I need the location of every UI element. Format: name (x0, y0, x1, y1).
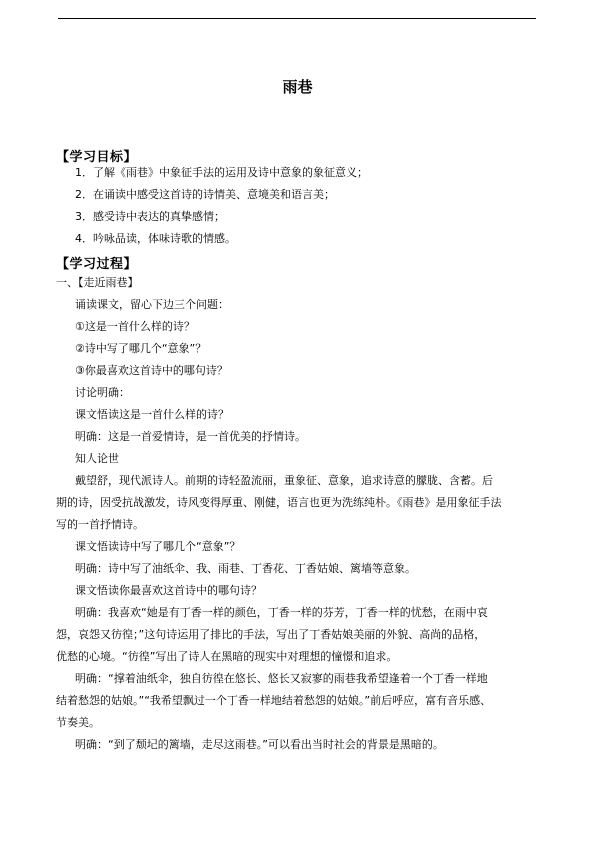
text-line: 课文悟读这是一首什么样的诗？ (75, 408, 229, 421)
text-line: ①这是一首什么样的诗？ (75, 320, 195, 333)
paragraph-line: 明确：我喜欢“她是有丁香一样的颜色，丁香一样的芬芳，丁香一样的忧愁，在雨中哀 (75, 606, 488, 619)
paragraph-line: 明确：“撑着油纸伞，独自彷徨在悠长、悠长又寂寥的雨巷我希望逢着一个丁香一样地 (75, 672, 488, 685)
paragraph-line: 明确：“到了颓圮的篱墙，走尽这雨巷。”可以看出当时社会的背景是黑暗的。 (75, 738, 444, 751)
goal-item-3: 3．感受诗中表达的真挚感情； (75, 210, 225, 223)
goal-item-1: 1．了解《雨巷》中象征手法的运用及诗中意象的象征意义； (75, 166, 368, 179)
page-title: 雨巷 (282, 78, 313, 96)
goal-item-2: 2．在诵读中感受这首诗的诗情美、意境美和语言美； (75, 188, 335, 201)
paragraph-line: 怨，哀怨又彷徨；”这句诗运用了排比的手法，写出了丁香姑娘美丽的外貌、高尚的品格， (56, 628, 486, 641)
part-heading: 一、【走近雨巷】 (56, 276, 139, 289)
paragraph-line: 节奏美。 (56, 716, 100, 729)
section-heading-goals: 【学习目标】 (56, 150, 138, 165)
goal-item-4: 4．吟咏品读，体味诗歌的情感。 (75, 232, 236, 245)
text-line: 知人论世 (75, 452, 119, 465)
section-heading-process: 【学习过程】 (56, 257, 138, 272)
text-line: 课文悟读你最喜欢这首诗中的哪句诗？ (75, 584, 262, 597)
paragraph-line: 结着愁怨的姑娘。”“我希望飘过一个丁香一样地结着愁怨的姑娘。”前后呼应，富有音乐感、 (56, 694, 492, 707)
paragraph-line: 写的一首抒情诗。 (56, 518, 144, 531)
paragraph-line: 戴望舒，现代派诗人。前期的诗轻盈流丽，重象征、意象，追求诗意的朦胧、含蓄。后 (75, 474, 493, 487)
text-line: 课文悟读诗中写了哪几个“意象”？ (75, 540, 241, 553)
text-line: 明确：诗中写了油纸伞、我、雨巷、丁香花、丁香姑娘、篱墙等意象。 (75, 562, 416, 575)
text-line: 讨论明确： (75, 386, 130, 399)
paragraph-line: 优愁的心境。“彷徨”写出了诗人在黑暗的现实中对理想的憧憬和追求。 (56, 650, 398, 663)
text-line: ②诗中写了哪几个“意象”？ (75, 342, 207, 355)
text-line: 明确：这是一首爱情诗，是一首优美的抒情诗。 (75, 430, 306, 443)
paragraph-line: 期的诗，因受抗战激发，诗风变得厚重、刚健，语言也更为洗练纯朴。《雨巷》是用象征手法 (56, 496, 502, 509)
text-line: 诵读课文，留心下边三个问题： (75, 298, 229, 311)
text-line: ③你最喜欢这首诗中的哪句诗？ (75, 364, 228, 377)
header-rule (58, 18, 536, 19)
